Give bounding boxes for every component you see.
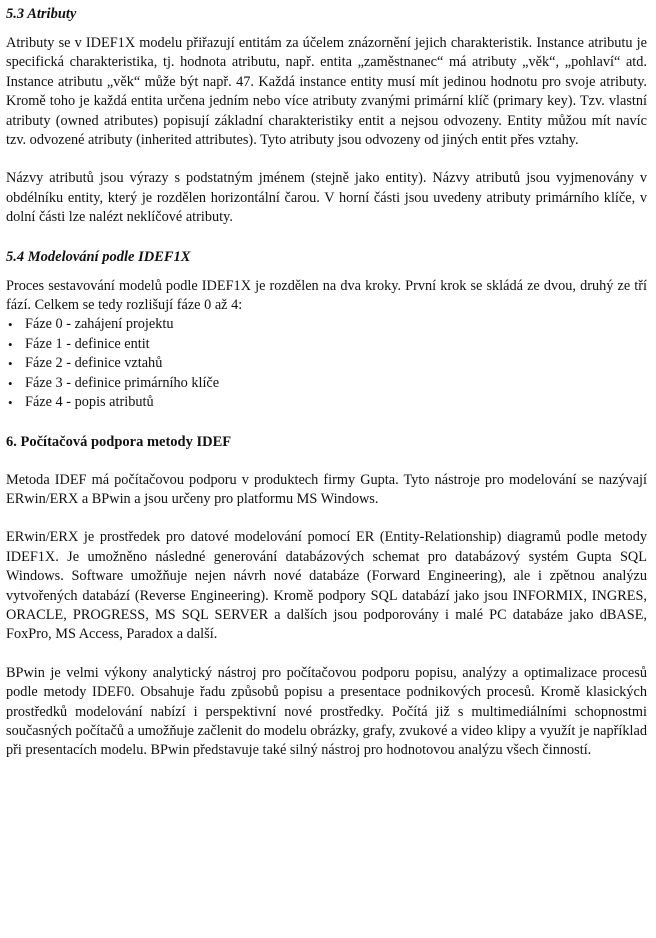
bullet-icon: • [8,336,13,352]
paragraph-attributes-intro: Atributy se v IDEF1X modelu přiřazují entitám za účelem znázornění jejich charakteristik. Instance atributu je specifická charakteristika, tj. hodnota atributu, např. entita „zaměstnanec“ má atributy „věk“, „pohlaví“ atd. Instance atributu „věk“ může být např. 47. Každá instance entity musí mít jedinou hodnotu pro svoje atributy. Kromě toho je každá entita určena jedním nebo více atributy zvanými primární klíč (primary key). Tzv. vlastní atributy (owned atributes) popisují základní charakteristiky entit a nejsou odvozeny. Entity můžou mít navíc tzv. odvozené atributy (inherited attributes). Tyto atributy jsou odvozeny od jiných entit přes vztahy. [6,35,647,149]
list-item-text: Fáze 2 - definice vztahů [25,355,163,372]
paragraph-modeling-process: Proces sestavování modelů podle IDEF1X je rozdělen na dva kroky. První krok se skládá ze dvou, druhý ze tří fází. Celkem se tedy rozlišují fáze 0 až 4: [6,277,647,314]
bullet-icon: • [8,356,13,372]
bullet-icon: • [8,375,13,391]
list-item [6,315,647,334]
paragraph-erwin: ERwin/ERX je prostředek pro datové modelování pomocí ER (Entity-Relationship) diagramů podle metody IDEF1X. Je umožněno následné generování databázových schemat pro databázový systém Gupta SQL Windows. Software umožňuje nejen návrh nové databáze (Forward Engineering), ale i zpětnou analýzu vytvořených databází (Reverse Engineering). Kromě podpory SQL databází jako jsou INFORMIX, INGRES, ORACLE, PROGRESS, MS SQL SERVER a dalších jsou podporovány i malé PC databáze jako dBASE, FoxPro, MS Access, Paradox a další. [6,529,647,643]
paragraph-bpwin: BPwin je velmi výkony analytický nástroj pro počítačovou podporu popisu, analýzy a optimalizace procesů podle metody IDEF0. Obsahuje řadu způsobů popisu a presentace podnikových procesů. Kromě klasických prostředků modelování nabízí i perspektivní nové prostředky. Počítá již s multimediálními schopnostmi současných počítačů a umožňuje začlenit do modelu obrázky, grafy, zvukové a video klipy a využít je například při presentacích modelu. BPwin představuje také silný nástroj pro hodnotovou analýzu všech činností. [6,664,647,759]
bullet-icon: • [8,395,13,411]
list-item-text: Fáze 4 - popis atributů [25,394,154,411]
document-page [6,4,647,934]
paragraph-attribute-names: Názvy atributů jsou výrazy s podstatným jménem (stejně jako entity). Názvy atributů jsou vyjmenovány v obdélníku entity, který je rozdělen horizontální čarou. V horní části jsou uvedeny atributy primárního klíče, v dolní části lze nalézt neklíčové atributy. [6,170,647,226]
list-item [6,335,647,354]
list-item [6,393,647,412]
list-item [6,374,647,393]
list-item-text: Fáze 0 - zahájení projektu [25,316,174,333]
list-item [6,354,647,373]
section-heading-6: 6. Počítačová podpora metody IDEF [6,433,232,450]
section-heading-5-4: 5.4 Modelování podle IDEF1X [6,248,191,265]
list-item-text: Fáze 1 - definice entit [25,335,150,352]
bullet-icon: • [8,317,13,333]
list-item-text: Fáze 3 - definice primárního klíče [25,374,220,391]
paragraph-computer-support: Metoda IDEF má počítačovou podporu v produktech firmy Gupta. Tyto nástroje pro modelování se nazývají ERwin/ERX a BPwin a jsou určeny pro platformu MS Windows. [6,471,647,507]
section-heading-5-3: 5.3 Atributy [6,6,77,22]
phase-list [6,315,647,412]
